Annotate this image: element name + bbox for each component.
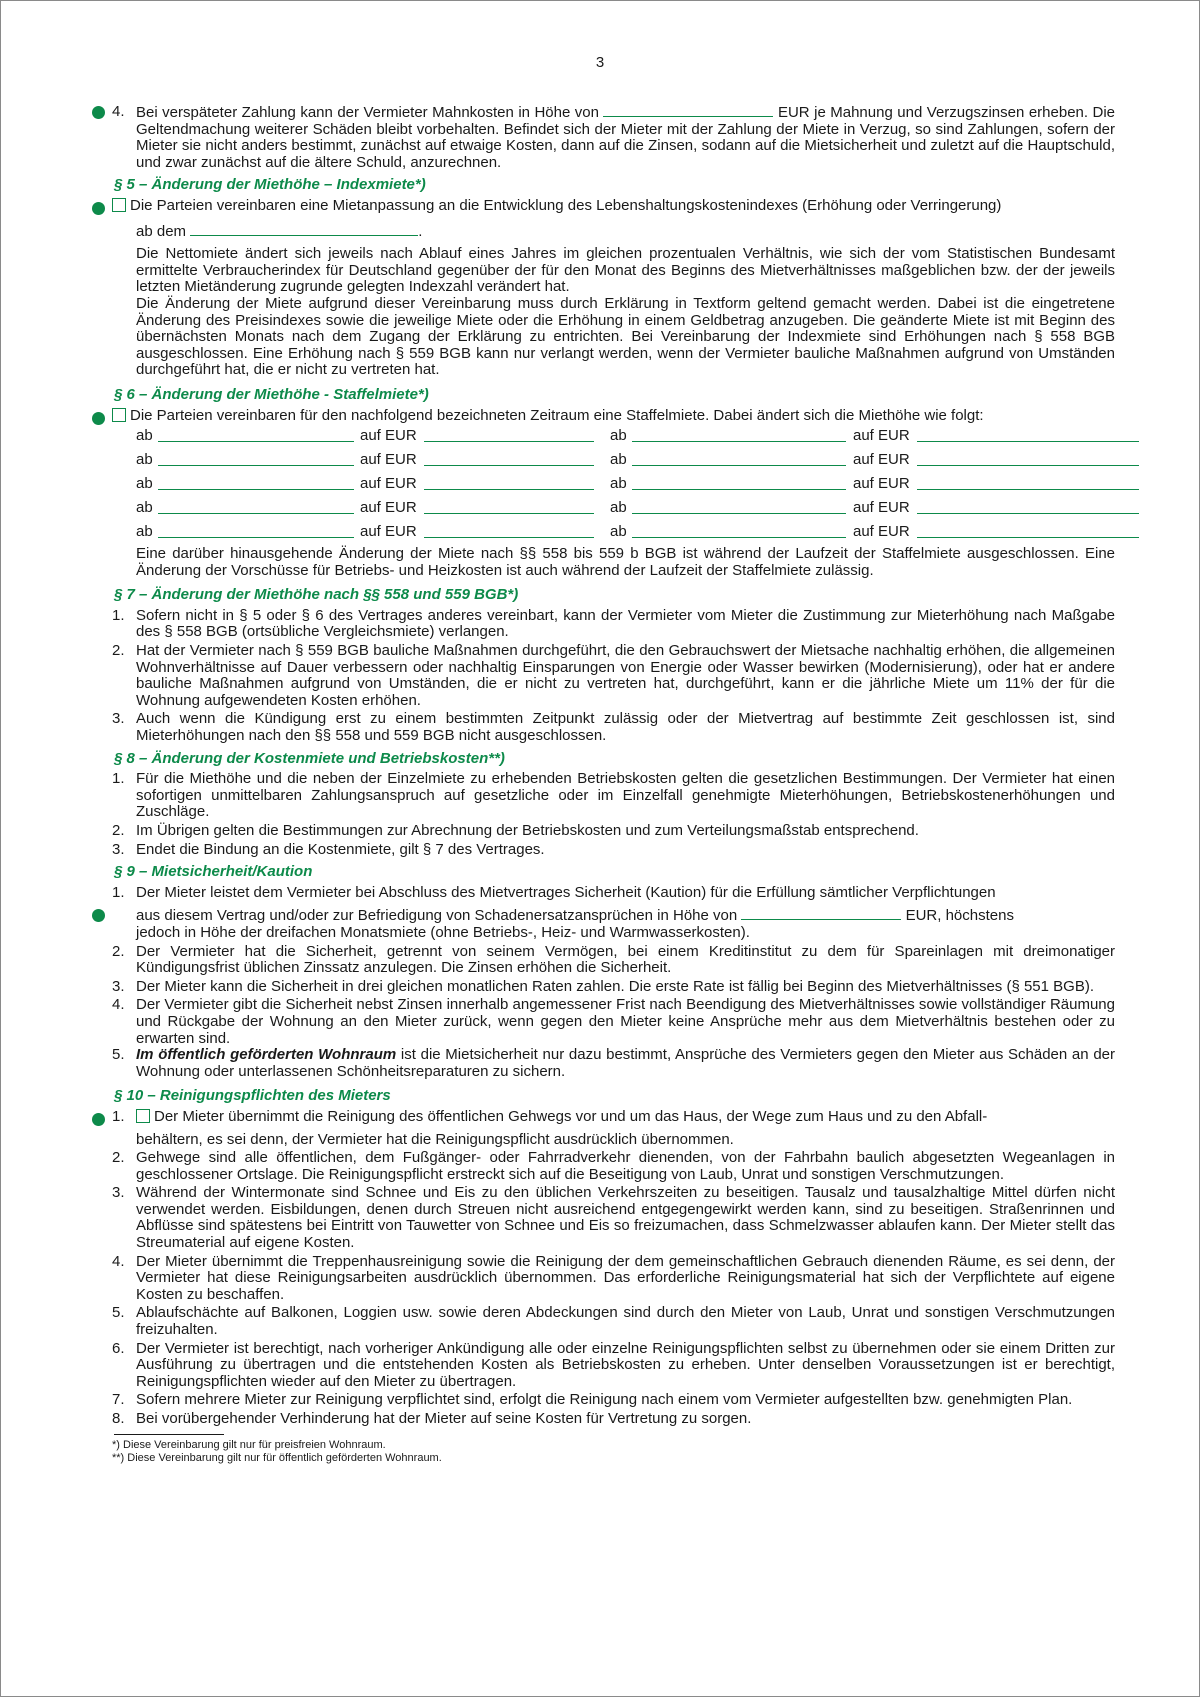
item-number: 1. [112,883,125,901]
clause-text: behältern, es sei denn, der Vermieter hat die Reinigungspflicht ausdrücklich übernommen. [136,1130,734,1148]
cleaning-item [112,1411,1115,1428]
section-heading-10: § 10 – Reinigungspflichten des Mieters [114,1087,391,1105]
rent-amount-field[interactable] [917,524,1139,538]
field-label: ab [610,427,627,445]
graduated-rent-row [136,520,1115,544]
rent-amount-field[interactable] [424,452,594,466]
from-date-field[interactable] [632,524,846,538]
cleaning-item [112,1150,1115,1183]
cleaning-item [112,1254,1115,1304]
section-8-items [112,771,1115,858]
rent-amount-field[interactable] [917,500,1139,514]
dunning-fee-field[interactable] [603,104,773,117]
section-heading-6: § 6 – Änderung der Miethöhe - Staffelmiete*) [114,385,429,403]
page-number: 3 [595,54,605,71]
from-date-field[interactable] [158,476,354,490]
field-label: auf EUR [853,523,910,541]
field-label: auf EUR [853,427,910,445]
deposit-item [112,944,1115,977]
from-date-field[interactable] [632,476,846,490]
item-number: 4. [112,103,125,120]
deposit-clause-5 [112,1047,1115,1080]
item-number: 1. [112,606,125,624]
item-number: 4. [112,996,125,1014]
footnotes [112,1439,1115,1465]
index-rent-option [112,198,1115,379]
from-date-field[interactable] [158,500,354,514]
field-label: auf EUR [853,451,910,469]
item-number: 7. [112,1391,125,1409]
graduated-rent-row [136,448,1115,472]
rent-amount-field[interactable] [424,428,594,442]
clause-text: EUR, höchstens [905,907,1014,925]
marker-dot-icon [92,412,105,425]
field-label: ab [610,523,627,541]
item-number: 3. [112,710,125,728]
clause-text: Auch wenn die Kündigung erst zu einem bestimmten Zeitpunkt zulässig oder der Mietvertrag auf bestimmte Zeit geschlossen ist, sind Mieterhöhungen nach den §§ 558 und 559 BGB nicht ausgeschlossen. [136,710,1115,745]
item-number: 2. [112,822,125,839]
from-date-field[interactable] [632,428,846,442]
clause-text: Die Änderung der Miete aufgrund dieser Vereinbarung muss durch Erklärung in Textform geltend gemacht werden. Dabei ist die eingetretene Änderung des Preisindexes sowie die jeweilige Miete oder die Erhöhung in einem Geldbetrag anzugeben. Die geänderte Miete ist mit Beginn des übernächsten Monats nach dem Zugang der Erklärung zu entrichten. Bei Vereinbarung der Indexmiete sind Erhöhungen nach § 558 BGB ausgeschlossen. Eine Erhöhung nach § 559 BGB kann nur verlangt werden, wenn der Vermieter bauliche Maßnahmen aufgrund von Umständen durchgeführt hat, die er nicht zu vertreten hat. [136,294,1115,379]
field-label: auf EUR [360,451,417,469]
marker-dot-icon [92,1113,105,1126]
clause-text: Der Mieter übernimmt die Treppenhausreinigung sowie die Reinigung der dem gemeinschaftlichen Gebrauch dienenden Räume, es sei denn, der Vermieter hat diese Reinigungsarbeiten ausdrücklich übernommen. Das erforderliche Reinigungsmaterial hat sich der Verpflichtete auf eigene Kosten zu beschaffen. [136,1252,1115,1303]
from-date-field[interactable] [632,500,846,514]
section-heading-9: § 9 – Mietsicherheit/Kaution [114,863,313,881]
rent-amount-field[interactable] [424,500,594,514]
from-date-field[interactable] [158,428,354,442]
clause-text: Die Parteien vereinbaren eine Mietanpassung an die Entwicklung des Lebenshaltungskostenindexes (Erhöhung oder Verringerung) [130,196,1002,214]
clause-text: Die Nettomiete ändert sich jeweils nach Ablauf eines Jahres im gleichen prozentualen Verhältnis, wie sich der vom Statistischen Bundesamt ermittelte Verbraucherindex für Deutschland gegenüber der für den Monat des Beginns des Mietverhältnisses maßgeblichen bzw. der der jeweils letzten Mietänderung zugrunde gelegten Indexzahl verändert hat. [136,245,1115,296]
item-number: 2. [112,942,125,960]
clause-text: Bei verspäteter Zahlung kann der Vermieter Mahnkosten in Höhe von [136,104,599,121]
item-number: 4. [112,1252,125,1270]
field-label: ab [136,451,153,469]
item-number: 3. [112,977,125,995]
sidewalk-cleaning-checkbox[interactable] [136,1109,150,1123]
deposit-item [112,979,1115,996]
item-number: 3. [112,1184,125,1202]
field-label: auf EUR [360,475,417,493]
clause-text: Der Mieter kann die Sicherheit in drei gleichen monatlichen Raten zahlen. Die erste Rate ist fällig bei Beginn des Mietverhältnisses (§ 551 BGB). [136,977,1094,995]
clause-text: Während der Wintermonate sind Schnee und Eis zu den üblichen Verkehrszeiten zu beseitigen. Tausalz und tausalzhaltige Mittel dürfen nicht verwendet werden. Eisbildungen, denen durch Streuen nicht ausreichend entgegengewirkt werden kann, sind zu beseitigen. Straßenrinnen und Abflüsse sind spätestens bei Eintritt von Tauwetter von Schnee und Eis so freizumachen, dass Schmelzwasser ablaufen kann. Der Mieter stellt das Streumaterial auf eigene Kosten. [136,1184,1115,1252]
clause-text: Der Mieter leistet dem Vermieter bei Abschluss des Mietvertrages Sicherheit (Kaution) für die Erfüllung sämtlicher Verpflichtungen [136,883,996,901]
clause-text: ist die Mietsicherheit nur dazu bestimmt, Ansprüche des Vermieters gegen den Mieter aus Schäden an der Wohnung oder unterlassenen Schönheitsreparaturen zu sichern. [136,1046,1115,1080]
marker-dot-icon [92,106,105,119]
cleaning-item [112,1341,1115,1391]
deposit-clause-1 [112,885,1115,942]
index-start-date-field[interactable] [190,223,418,236]
emphasis-text: Im öffentlich geförderten Wohnraum [136,1046,397,1064]
item-number: 1. [112,770,125,788]
clause-text: Die Parteien vereinbaren für den nachfolgend bezeichneten Zeitraum eine Staffelmiete. Dabei ändert sich die Miethöhe wie folgt: [130,406,984,424]
cleaning-clause-1 [112,1109,1115,1148]
item-number: 1. [112,1107,125,1125]
field-label: ab [136,427,153,445]
field-label: ab [136,499,153,517]
field-label: auf EUR [853,499,910,517]
rent-amount-field[interactable] [917,428,1139,442]
clause-text: aus diesem Vertrag und/oder zur Befriedigung von Schadenersatzansprüchen in Höhe von [136,907,738,925]
field-label: auf EUR [360,523,417,541]
late-payment-clause [112,104,1115,171]
marker-dot-icon [92,202,105,215]
from-date-field[interactable] [158,524,354,538]
from-date-field[interactable] [632,452,846,466]
rent-increase-item [112,608,1115,641]
clause-text: Endet die Bindung an die Kostenmiete, gilt § 7 des Vertrages. [136,840,545,858]
item-number: 2. [112,1149,125,1167]
cost-rent-item [112,771,1115,821]
clause-text: Der Vermieter ist berechtigt, nach vorheriger Ankündigung alle oder einzelne Reinigungspflichten selbst zu übernehmen oder sie einem Dritten zur Ausführung zu übertragen und die entstehenden Kosten als Betriebskosten zu erheben. Unter denselben Voraussetzungen ist er berechtigt, Reinigungspflichten wieder auf den Mieter zu übertragen. [136,1339,1115,1390]
clause-text: Eine darüber hinausgehende Änderung der Miete nach §§ 558 bis 559 b BGB ist während der Laufzeit der Staffelmiete ausgeschlossen. Eine Änderung der Vorschüsse für Betriebs- und Heizkosten ist auch während der Laufzeit der Staffelmiete zulässig. [136,545,1115,579]
field-label: ab [610,451,627,469]
footnote-divider [114,1434,224,1435]
item-number: 3. [112,840,125,858]
clause-text: Sofern mehrere Mieter zur Reinigung verpflichtet sind, erfolgt die Reinigung nach einem vom Vermieter aufgestellten bzw. genehmigten Plan. [136,1391,1073,1409]
deposit-item [112,997,1115,1047]
item-number: 5. [112,1304,125,1322]
clause-text: Der Vermieter hat die Sicherheit, getrennt von seinem Vermögen, bei einem Kreditinstitut zu dem für Spareinlagen mit dreimonatiger Kündigungsfrist üblichen Zinssatz anzulegen. Die Zinsen erhöhen die Sicherheit. [136,942,1115,977]
deposit-amount-field[interactable] [741,907,901,920]
field-label: ab [610,499,627,517]
cleaning-item [112,1305,1115,1338]
clause-text: erheben. Die Geltendmachung weiterer Schäden bleibt vorbehalten. Befindet sich der Mieter mit der Zahlung der Miete in Verzug, so sind Zahlungen, sofern der Mieter sie nicht anders bestimmt, zunächst auf etwaige Kosten, dann auf die Zinsen, sodann auf die Mietsicherheit und zuletzt auf die Hauptschuld, und zwar zunächst auf die ältere Schuld, anzurechnen. [136,104,1116,171]
field-label: auf EUR [360,427,417,445]
graduated-rent-row [136,496,1115,520]
field-label: ab dem [136,222,187,240]
footnote: **) Diese Vereinbarung gilt nur für öffentlich geförderten Wohnraum. [112,1451,442,1464]
index-rent-checkbox[interactable] [112,198,126,212]
clause-text: EUR je Mahnung und Verzugszinsen [777,104,1025,121]
rent-increase-item [112,643,1115,709]
item-number: 6. [112,1339,125,1357]
clause-text: jedoch in Höhe der dreifachen Monatsmiete (ohne Betriebs-, Heiz- und Warmwasserkosten). [136,923,750,941]
field-label: ab [610,475,627,493]
clause-text: Der Vermieter gibt die Sicherheit nebst Zinsen innerhalb angemessener Frist nach Beendigung des Mietverhältnisses sowie vollständiger Räumung und Rückgabe der Wohnung an den Mieter zurück, wenn gegen den Mieter keine Ansprüche mehr aus dem Mietverhältnis bestehen oder zu erwarten sind. [136,996,1115,1047]
field-label: ab [136,523,153,541]
clause-text: Hat der Vermieter nach § 559 BGB bauliche Maßnahmen durchgeführt, die den Gebrauchswert der Mietsache nachhaltig erhöhen, die allgemeinen Wohnverhältnisse auf Dauer verbessern oder nachhaltig Einsparungen von Energie oder Wasser bewirken (Modernisierung), oder hat er andere bauliche Maßnahmen aufgrund von Umständen, die er nicht zu vertreten hat, durchgeführt, kann er die jährliche Miete um 11% der für die Wohnung aufgewendeten Kosten erhöhen. [136,642,1115,709]
rent-amount-field[interactable] [917,476,1139,490]
graduated-rent-row [136,472,1115,496]
clause-text: Der Mieter übernimmt die Reinigung des öffentlichen Gehwegs vor und um das Haus, der Wege zum Haus und zu den Abfall- [154,1107,988,1125]
item-number: 2. [112,642,125,660]
rent-amount-field[interactable] [917,452,1139,466]
section-9-items [112,944,1115,1048]
section-heading-8: § 8 – Änderung der Kostenmiete und Betriebskosten**) [114,749,505,767]
section-heading-7: § 7 – Änderung der Miethöhe nach §§ 558 und 559 BGB*) [114,586,519,604]
rent-increase-item [112,711,1115,744]
section-10-items [112,1150,1115,1428]
contract-body [112,104,1115,1465]
item-number: 5. [112,1046,125,1064]
cleaning-item [112,1185,1115,1251]
field-label: auf EUR [853,475,910,493]
section-7-items [112,608,1115,745]
field-label: ab [136,475,153,493]
graduated-rent-option [112,408,1115,580]
item-number: 8. [112,1410,125,1427]
clause-text: Gehwege sind alle öffentlichen, dem Fußgänger- oder Fahrradverkehr dienenden, von der Fahrbahn baulich abgesetzten Wegeanlagen in geschlossener Ortslage. Die Reinigungspflicht erstreckt sich auf die Beseitigung von Laub, Unrat und sonstigen Verschmutzungen. [136,1149,1115,1183]
section-heading-5: § 5 – Änderung der Miethöhe – Indexmiete*) [114,176,426,194]
graduated-rent-row [136,424,1115,448]
clause-text: Für die Miethöhe und die neben der Einzelmiete zu erhebenden Betriebskosten gelten die gesetzlichen Bestimmungen. Der Vermieter hat einen sofortigen unmittelbaren Zahlungsanspruch auf gesetzliche oder im Einzelfall genehmigte Mieterhöhungen, Betriebskostenerhöhungen und Zuschläge. [136,770,1115,821]
footnote: *) Diese Vereinbarung gilt nur für preisfreien Wohnraum. [112,1438,386,1451]
cost-rent-item [112,823,1115,840]
field-label: auf EUR [360,499,417,517]
cleaning-item [112,1392,1115,1409]
rent-amount-field[interactable] [424,524,594,538]
clause-text: Sofern nicht in § 5 oder § 6 des Vertrages anderes vereinbart, kann der Vermieter vom Mieter die Zustimmung zur Mieterhöhung nach Maßgabe des § 558 BGB (ortsübliche Vergleichsmiete) verlangen. [136,606,1115,641]
rent-amount-field[interactable] [424,476,594,490]
field-label: . [418,222,423,240]
graduated-rent-checkbox[interactable] [112,408,126,422]
clause-text: Bei vorübergehender Verhinderung hat der Mieter auf seine Kosten für Vertretung zu sorgen. [136,1410,752,1427]
from-date-field[interactable] [158,452,354,466]
clause-text: Ablaufschächte auf Balkonen, Loggien usw. sowie deren Abdeckungen sind durch den Mieter von Laub, Unrat und sonstigen Verschmutzungen freizuhalten. [136,1304,1115,1339]
cost-rent-item [112,842,1115,859]
clause-text: Im Übrigen gelten die Bestimmungen zur Abrechnung der Betriebskosten und zum Verteilungsmaßstab entsprechend. [136,822,919,839]
graduated-rent-table [136,424,1115,544]
